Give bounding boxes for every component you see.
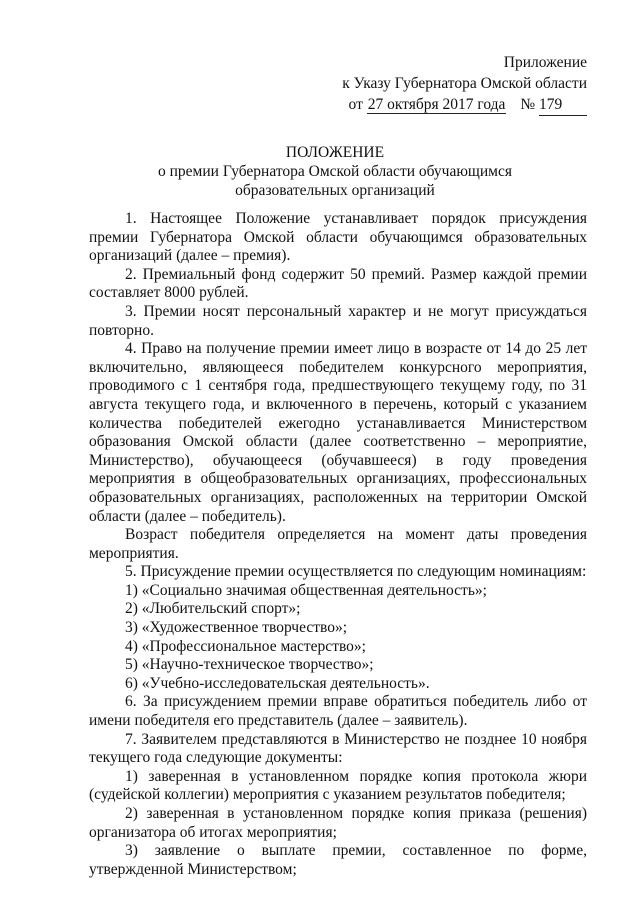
annex-number-sign: № <box>520 96 536 113</box>
list-item: 1) заверенная в установленном порядке копия протокола жюри (судейской коллегии) мероприятия с указанием результатов победителя; <box>89 767 587 804</box>
paragraph: 7. Заявителем представляются в Министерство не позднее 10 ноября текущего года следующие документы: <box>89 730 587 767</box>
paragraph: Возраст победителя определяется на момент даты проведения мероприятия. <box>89 526 587 562</box>
list-item: 2) заверенная в установленном порядке копия приказа (решения) организатора об итогах мероприятия; <box>89 805 587 841</box>
paragraph: 3. Премии носят персональный характер и не могут присуждаться повторно. <box>89 302 587 339</box>
list-item: 5) «Научно-техническое творчество»; <box>125 656 374 674</box>
list-item: 3) заявление о выплате премии, составленное по форме, утвержденной Министерством; <box>89 842 587 878</box>
annex-title: Приложение <box>503 54 587 71</box>
document-subtitle-line-2: образовательных организаций <box>235 182 435 199</box>
annex-decree-reference: к Указу Губернатора Омской области <box>342 75 587 92</box>
paragraph: 4. Право на получение премии имеет лицо в возрасте от 14 до 25 лет включительно, являющееся победителем конкурсного мероприятия, проводимого с 1 сентября года, предшествующего текущему году, по 31 августа текущего года, и включенного в перечень, который с указанием количества победителей ежегодно устанавливается Министерством образования Омской области (далее соответственно – мероприятие, Министерство), обучающееся (обучавшееся) в году проведения мероприятия в общеобразовательных организациях, профессиональных образовательных организациях, расположенных на территории Омской области (далее – победитель). <box>89 340 587 525</box>
list-item: 1) «Социально значимая общественная деятельность»; <box>125 581 487 599</box>
annex-date: 27 октября 2017 года <box>367 96 506 113</box>
annex-date-prefix: от <box>348 96 363 113</box>
document-body <box>89 210 587 879</box>
document-title: ПОЛОЖЕНИЕ <box>285 144 385 161</box>
paragraph: 1. Настоящее Положение устанавливает порядок присуждения премии Губернатора Омской области обучающимся образовательных организаций (далее – премия). <box>89 210 587 265</box>
annex-block <box>327 52 587 116</box>
list-item: 4) «Профессиональное мастерство»; <box>125 637 366 655</box>
annex-number: 179 <box>539 96 563 113</box>
document-subtitle-line-1: о премии Губернатора Омской области обучающимся <box>158 163 512 180</box>
paragraph: 2. Премиальный фонд содержит 50 премий. Размер каждой премии составляет 8000 рублей. <box>89 265 587 302</box>
annex-date-number <box>327 94 587 116</box>
list-item: 3) «Художественное творчество»; <box>125 619 348 637</box>
paragraph: 5. Присуждение премии осуществляется по следующим номинациям: <box>125 563 587 581</box>
list-item: 6) «Учебно-исследовательская деятельность». <box>125 674 430 692</box>
list-item: 2) «Любительский спорт»; <box>125 600 301 618</box>
paragraph: 6. За присуждением премии вправе обратиться победитель либо от имени победителя его представитель (далее – заявитель). <box>89 693 587 730</box>
document-heading <box>80 143 590 200</box>
